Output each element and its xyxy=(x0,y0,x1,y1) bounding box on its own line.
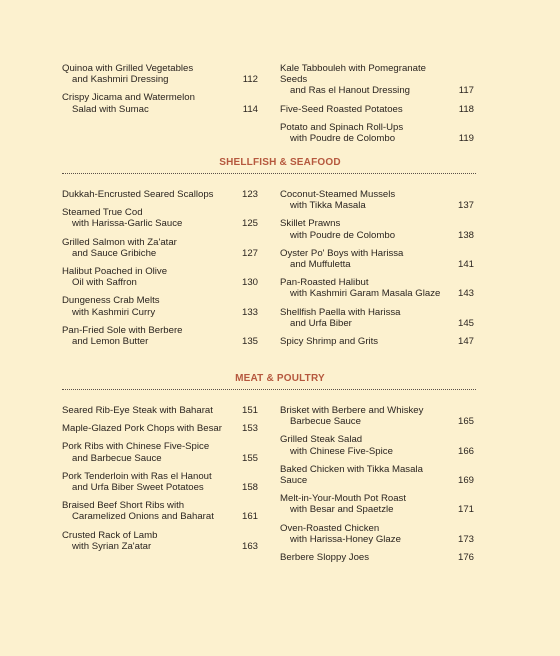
toc-column-left xyxy=(62,405,258,559)
toc-entry xyxy=(62,325,258,347)
entry-title-line1: Shellfish Paella with Harissa xyxy=(280,306,401,318)
toc-entry xyxy=(280,104,474,115)
entry-title-line2: and Barbecue Sauce xyxy=(72,452,162,464)
entry-title-line1: Five-Seed Roasted Potatoes xyxy=(280,103,403,115)
entry-page-number: 123 xyxy=(241,189,258,200)
entry-title-line1: Halibut Poached in Olive xyxy=(62,266,168,278)
toc-entry xyxy=(280,307,474,329)
entry-title-line1: Pan-Roasted Halibut xyxy=(280,277,369,289)
entry-page-number: 125 xyxy=(241,218,258,230)
section-heading-meat-poultry: MEAT & POULTRY xyxy=(235,373,325,384)
entry-page-number: 163 xyxy=(241,540,258,552)
entry-title-line1: Kale Tabbouleh with Pomegranate Seeds xyxy=(280,63,426,86)
entry-page-number: 151 xyxy=(241,405,258,416)
entry-page-number: 153 xyxy=(241,423,258,435)
entry-title-line1: Dukkah-Encrusted Seared Scallops xyxy=(62,189,214,200)
entry-page-number: 114 xyxy=(242,103,258,115)
toc-entry xyxy=(280,122,474,144)
toc-column-left xyxy=(62,63,258,122)
toc-entry xyxy=(62,441,258,463)
entry-title-line1: Pork Tenderloin with Ras el Hanout xyxy=(62,470,212,482)
entry-page-number: 161 xyxy=(241,511,258,523)
entry-page-number: 158 xyxy=(241,482,258,494)
entry-title-line1: Steamed True Cod xyxy=(62,207,143,219)
toc-entry xyxy=(280,189,474,211)
dotted-divider xyxy=(62,173,476,174)
toc-entry xyxy=(62,63,258,85)
entry-title-line2: with Chinese Five-Spice xyxy=(290,445,393,457)
toc-entry xyxy=(280,63,474,97)
entry-page-number: 119 xyxy=(458,133,474,145)
entry-page-number: 127 xyxy=(241,247,258,259)
entry-title-line2: Oil with Saffron xyxy=(72,277,137,289)
toc-entry xyxy=(280,277,474,299)
entry-title-line1: Oven-Roasted Chicken xyxy=(280,522,380,534)
entry-title-line2: with Poudre de Colombo xyxy=(290,133,396,145)
entry-title-line1: Crispy Jicama and Watermelon xyxy=(62,92,195,104)
entry-title-line1: Berbere Sloppy Joes xyxy=(280,552,370,564)
toc-entry xyxy=(280,336,474,347)
toc-entry xyxy=(62,405,258,416)
toc-column-right xyxy=(280,63,474,151)
entry-title-line1: Crusted Rack of Lamb xyxy=(62,529,158,541)
entry-title-line1: Seared Rib-Eye Steak with Baharat xyxy=(62,405,213,416)
entry-title-line2: with Syrian Za'atar xyxy=(72,540,152,552)
entry-title-line2: Barbecue Sauce xyxy=(290,416,361,428)
dotted-divider xyxy=(62,389,476,390)
entry-title-line1: Dungeness Crab Melts xyxy=(62,295,160,307)
entry-page-number: 143 xyxy=(457,288,474,300)
entry-title-line2: with Kashmiri Curry xyxy=(72,306,156,318)
entry-title-line2: and Muffuletta xyxy=(290,259,351,271)
entry-title-line2: with Besar and Spaetzle xyxy=(290,504,394,516)
entry-page-number: 112 xyxy=(242,74,258,86)
entry-page-number: 138 xyxy=(457,229,474,241)
entry-page-number: 176 xyxy=(457,552,474,564)
entry-title-line1: Oyster Po' Boys with Harissa xyxy=(280,247,404,259)
toc-entry xyxy=(62,530,258,552)
entry-page-number: 147 xyxy=(457,336,474,348)
entry-title-line1: Pan-Fried Sole with Berbere xyxy=(62,324,183,336)
entry-page-number: 165 xyxy=(457,416,474,428)
entry-title-line1: Maple-Glazed Pork Chops with Besar xyxy=(62,423,222,435)
entry-title-line1: Brisket with Berbere and Whiskey xyxy=(280,405,424,416)
toc-column-left xyxy=(62,189,258,354)
toc-entry xyxy=(62,207,258,229)
entry-page-number: 130 xyxy=(241,277,258,289)
entry-page-number: 166 xyxy=(457,445,474,457)
toc-entry xyxy=(62,266,258,288)
entry-page-number: 171 xyxy=(457,504,474,516)
entry-page-number: 135 xyxy=(241,336,258,348)
entry-title-line1: Grilled Steak Salad xyxy=(280,434,363,446)
entry-page-number: 141 xyxy=(457,259,474,271)
entry-title-line1: Coconut-Steamed Mussels xyxy=(280,189,396,200)
toc-column-right xyxy=(280,189,474,354)
entry-title-line1: Spicy Shrimp and Grits xyxy=(280,336,379,348)
entry-page-number: 133 xyxy=(241,306,258,318)
entry-title-line2: and Lemon Butter xyxy=(72,336,149,348)
entry-title-line1: Pork Ribs with Chinese Five-Spice xyxy=(62,441,210,453)
entry-page-number: 137 xyxy=(457,200,474,212)
entry-title-line2: Caramelized Onions and Baharat xyxy=(72,511,214,523)
entry-title-line2: and Urfa Biber xyxy=(290,317,352,329)
entry-title-line1: Potato and Spinach Roll-Ups xyxy=(280,121,404,133)
toc-entry xyxy=(62,92,258,114)
entry-page-number: 145 xyxy=(457,317,474,329)
toc-entry xyxy=(62,423,258,434)
entry-title-line2: and Urfa Biber Sweet Potatoes xyxy=(72,482,204,494)
entry-title-line1: Skillet Prawns xyxy=(280,218,341,230)
entry-title-line2: and Sauce Gribiche xyxy=(72,247,157,259)
entry-title-line1: Baked Chicken with Tikka Masala Sauce xyxy=(280,463,423,487)
entry-title-line2: with Poudre de Colombo xyxy=(290,229,396,241)
toc-entry xyxy=(280,523,474,545)
entry-title-line2: with Harissa-Garlic Sauce xyxy=(72,218,183,230)
toc-entry xyxy=(62,471,258,493)
entry-title-line2: with Tikka Masala xyxy=(290,200,366,212)
entry-title-line2: with Harissa-Honey Glaze xyxy=(290,533,401,545)
toc-entry xyxy=(62,189,258,200)
entry-page-number: 173 xyxy=(457,533,474,545)
entry-title-line1: Melt-in-Your-Mouth Pot Roast xyxy=(280,493,407,505)
toc-entry xyxy=(280,493,474,515)
entry-page-number: 117 xyxy=(458,85,474,97)
section-heading-shellfish-seafood: SHELLFISH & SEAFOOD xyxy=(219,157,341,168)
toc-entry xyxy=(62,237,258,259)
entry-page-number: 118 xyxy=(458,103,474,115)
toc-entry xyxy=(280,248,474,270)
entry-title-line1: Quinoa with Grilled Vegetables xyxy=(62,63,194,74)
entry-title-line2: and Ras el Hanout Dressing xyxy=(290,85,410,97)
toc-entry xyxy=(280,464,474,486)
toc-entry xyxy=(62,500,258,522)
entry-title-line2: and Kashmiri Dressing xyxy=(72,74,169,86)
entry-title-line1: Braised Beef Short Ribs with xyxy=(62,500,185,512)
entry-page-number: 155 xyxy=(241,452,258,464)
toc-entry xyxy=(280,434,474,456)
entry-title-line2: with Kashmiri Garam Masala Glaze xyxy=(290,288,441,300)
entry-page-number: 169 xyxy=(457,475,474,487)
entry-title-line2: Salad with Sumac xyxy=(72,103,149,115)
toc-entry xyxy=(62,295,258,317)
toc-entry xyxy=(280,405,474,427)
toc-entry xyxy=(280,552,474,563)
toc-entry xyxy=(280,218,474,240)
toc-column-right xyxy=(280,405,474,570)
entry-title-line1: Grilled Salmon with Za'atar xyxy=(62,236,177,248)
